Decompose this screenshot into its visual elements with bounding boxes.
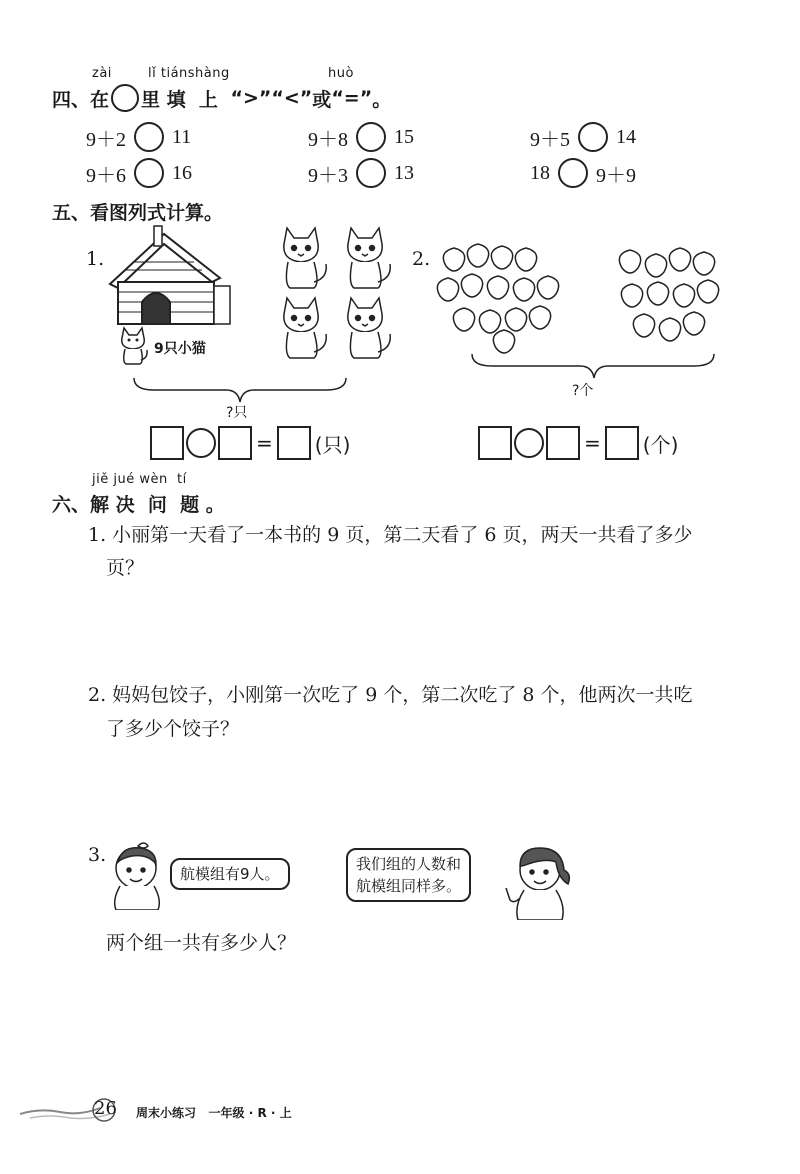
compare-right: 15 bbox=[394, 125, 414, 148]
answer-box[interactable] bbox=[150, 426, 184, 460]
equals-sign: = bbox=[584, 431, 601, 455]
brace-icon bbox=[468, 352, 718, 382]
total-label: ?只 bbox=[226, 405, 248, 421]
speech-bubble-right bbox=[346, 848, 471, 902]
compare-left: 9＋3 bbox=[308, 164, 348, 187]
operator-circle[interactable] bbox=[514, 428, 544, 458]
compare-item bbox=[86, 158, 192, 188]
pinyin-li-tian-shang: lǐ tiánshàng bbox=[148, 66, 230, 81]
compare-right: 16 bbox=[172, 161, 192, 184]
compare-item bbox=[308, 158, 414, 188]
answer-circle[interactable] bbox=[134, 158, 164, 188]
heading-circle-icon bbox=[111, 84, 139, 112]
cats-group-icon bbox=[276, 224, 406, 364]
pinyin-jie-jue-wen-ti: jiě jué wèn tí bbox=[92, 472, 187, 487]
compare-right: 11 bbox=[172, 125, 192, 148]
heading-eq: “=” bbox=[331, 87, 373, 109]
house-icon bbox=[104, 222, 234, 332]
section4-heading bbox=[52, 84, 391, 112]
heading-end: 。 bbox=[372, 88, 392, 111]
heading-lt: “<” bbox=[271, 87, 313, 109]
compare-right: 14 bbox=[616, 125, 636, 148]
footer-text: 周末小练习 一年级 · R · 上 bbox=[136, 1106, 292, 1120]
pinyin-huo: huò bbox=[328, 66, 354, 81]
answer-circle[interactable] bbox=[134, 122, 164, 152]
problem1-number: 1. bbox=[86, 248, 105, 270]
compare-item bbox=[530, 158, 636, 188]
question-2-line1: 2. 妈妈包饺子，小刚第一次吃了 9 个，第二次吃了 8 个，他两次一共吃 bbox=[88, 684, 693, 706]
cat-count-label: 9只小猫 bbox=[154, 341, 206, 357]
section6-heading: 六、解 决 问 题 。 bbox=[52, 494, 225, 516]
question-3-text: 两个组一共有多少人？ bbox=[106, 932, 297, 954]
compare-item bbox=[530, 122, 636, 152]
compare-left: 9＋8 bbox=[308, 128, 348, 151]
compare-left: 9＋5 bbox=[530, 128, 570, 151]
question-1-line2: 页？ bbox=[106, 557, 145, 579]
equation-row bbox=[150, 426, 350, 460]
answer-circle[interactable] bbox=[356, 122, 386, 152]
boy-icon bbox=[498, 840, 578, 920]
compare-item bbox=[86, 122, 191, 152]
answer-circle[interactable] bbox=[558, 158, 588, 188]
answer-circle[interactable] bbox=[356, 158, 386, 188]
equation-row bbox=[478, 426, 678, 460]
compare-left: 18 bbox=[530, 161, 550, 184]
answer-circle[interactable] bbox=[578, 122, 608, 152]
bubble-right-line1: 我们组的人数和 bbox=[356, 855, 462, 873]
compare-left: 9＋2 bbox=[86, 128, 126, 151]
question-3-number: 3. bbox=[88, 844, 107, 866]
unit-label: (个) bbox=[642, 432, 679, 457]
compare-right: 9＋9 bbox=[596, 164, 636, 187]
unit-label: (只) bbox=[314, 432, 351, 457]
question-1-line1: 1. 小丽第一天看了一本书的 9 页，第二天看了 6 页，两天一共看了多少 bbox=[88, 524, 693, 546]
bubble-right-line2: 航模组同样多。 bbox=[356, 877, 462, 895]
compare-right: 13 bbox=[394, 161, 414, 184]
answer-box[interactable] bbox=[218, 426, 252, 460]
operator-circle[interactable] bbox=[186, 428, 216, 458]
girl-icon bbox=[108, 840, 170, 910]
heading-or: 或 bbox=[312, 88, 332, 111]
heading-prefix: 四、在 bbox=[52, 88, 110, 111]
heading-middle: 里 填 上 bbox=[141, 88, 225, 111]
compare-left: 9＋6 bbox=[86, 164, 126, 187]
heading-gt: “>” bbox=[230, 87, 272, 109]
total-label: ?个 bbox=[572, 383, 594, 399]
peaches-group-icon bbox=[614, 240, 724, 360]
cat-icon bbox=[116, 326, 150, 366]
answer-box[interactable] bbox=[478, 426, 512, 460]
answer-box[interactable] bbox=[277, 426, 311, 460]
answer-box[interactable] bbox=[546, 426, 580, 460]
answer-box[interactable] bbox=[605, 426, 639, 460]
problem2-number: 2. bbox=[412, 248, 431, 270]
question-2-line2: 了多少个饺子？ bbox=[106, 718, 240, 740]
section5-heading: 五、看图列式计算。 bbox=[52, 202, 224, 224]
compare-item bbox=[308, 122, 414, 152]
peaches-group-icon bbox=[436, 236, 566, 356]
page-number: 26 bbox=[94, 1098, 117, 1119]
equals-sign: = bbox=[256, 431, 273, 455]
speech-bubble-left: 航模组有9人。 bbox=[170, 858, 290, 890]
pinyin-zai: zài bbox=[92, 66, 112, 81]
